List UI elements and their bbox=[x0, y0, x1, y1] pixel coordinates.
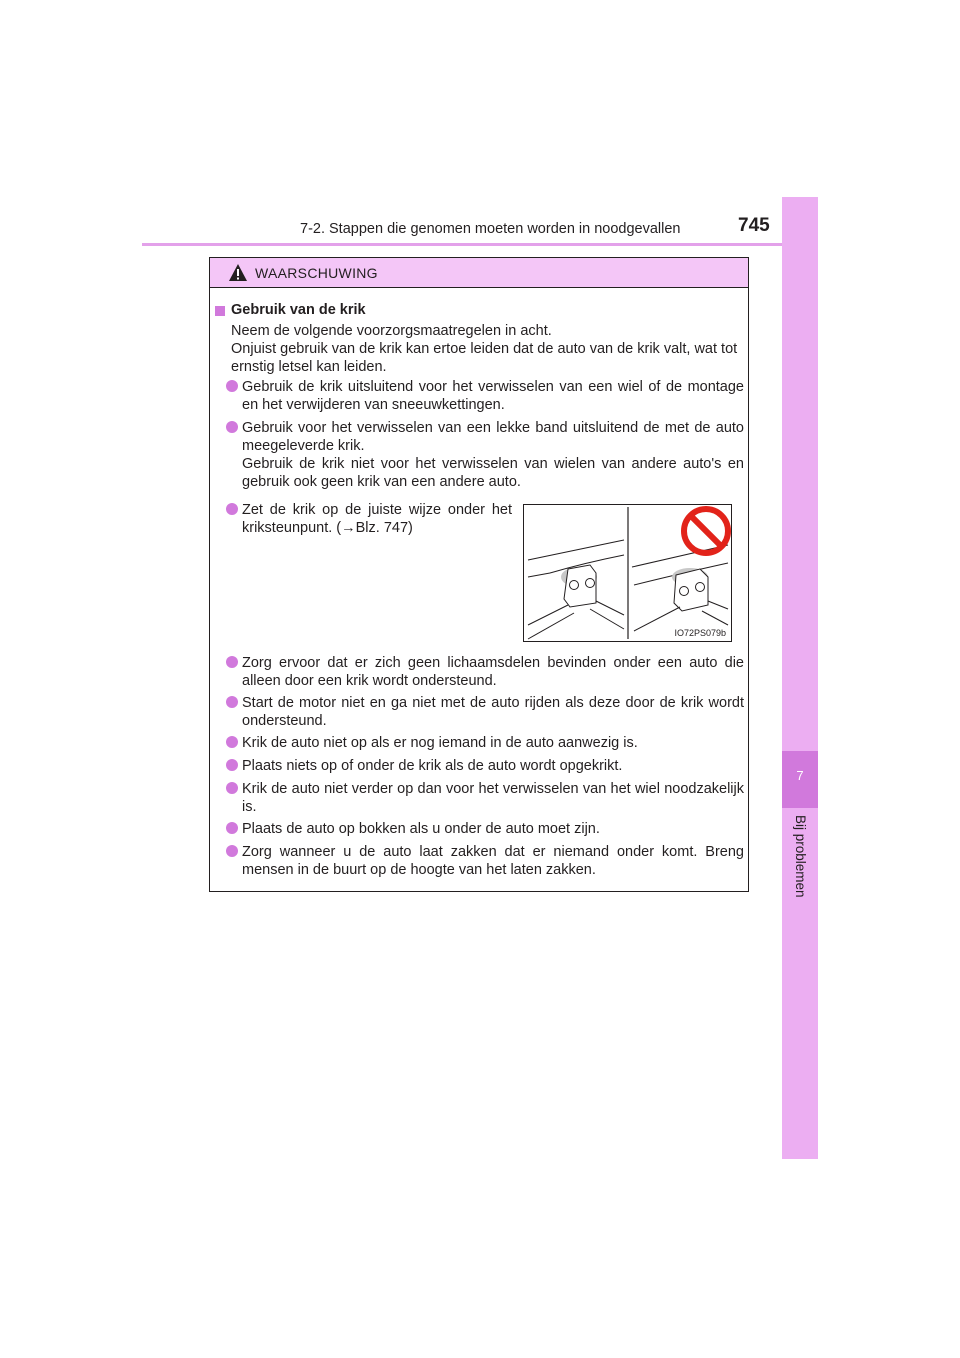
list-item-text: Zorg ervoor dat er zich geen lichaamsdelen bevinden onder een auto die alleen door een krik wordt ondersteund. bbox=[242, 655, 744, 689]
list-item bbox=[226, 757, 744, 775]
page-number: 745 bbox=[738, 215, 770, 236]
list-item-text: Zorg wanneer u de auto laat zakken dat er niemand onder komt. Breng mensen in de buurt op de hoogte van het laten zakken. bbox=[242, 844, 744, 878]
section-marker-icon bbox=[215, 306, 225, 316]
jack-placement-illustration bbox=[523, 504, 732, 642]
list-item-text: Plaats de auto op bokken als u onder de auto moet zijn. bbox=[242, 821, 600, 837]
warning-triangle-icon bbox=[228, 263, 248, 282]
chapter-number: 7 bbox=[796, 768, 804, 783]
section-heading: 7-2. Stappen die genomen moeten worden in noodgevallen bbox=[300, 221, 681, 237]
list-item bbox=[226, 780, 744, 816]
figure-code: IO72PS079b bbox=[674, 628, 726, 638]
list-item bbox=[226, 378, 744, 414]
bullet-icon bbox=[226, 380, 238, 392]
list-item-text: Zet de krik op de juiste wijze onder het kriksteunpunt. (→Blz. 747) bbox=[242, 502, 512, 536]
bullet-icon bbox=[226, 421, 238, 433]
bullet-icon bbox=[226, 759, 238, 771]
list-item-text: Plaats niets op of onder de krik als de auto wordt opgekrikt. bbox=[242, 758, 623, 774]
bullet-icon bbox=[226, 822, 238, 834]
warning-header bbox=[210, 258, 748, 288]
bullet-icon bbox=[226, 696, 238, 708]
bullet-icon bbox=[226, 656, 238, 668]
list-item bbox=[226, 419, 744, 491]
list-item-text: Gebruik voor het verwisselen van een lekke band uitsluitend de met de auto meegeleverde krik. Gebruik de krik niet voor het verwisselen van wielen van andere auto's en gebruik ook geen krik van een andere auto. bbox=[242, 420, 744, 490]
list-item bbox=[226, 820, 744, 838]
list-item-text: Start de motor niet en ga niet met de auto rijden als deze door de krik wordt ondersteund. bbox=[242, 695, 744, 729]
list-item-text: Krik de auto niet op als er nog iemand in de auto aanwezig is. bbox=[242, 735, 638, 751]
section-title: Gebruik van de krik bbox=[231, 302, 366, 318]
bullet-icon bbox=[226, 736, 238, 748]
bullet-icon bbox=[226, 782, 238, 794]
list-item bbox=[226, 501, 512, 537]
header-rule bbox=[142, 243, 818, 246]
list-item-text: Krik de auto niet verder op dan voor het verwisselen van het wiel noodzakelijk is. bbox=[242, 781, 744, 815]
prohibition-icon bbox=[684, 509, 728, 553]
list-item-text: Gebruik de krik uitsluitend voor het verwisselen van een wiel of de montage en het verwijderen van sneeuwkettingen. bbox=[242, 379, 744, 413]
intro-text: Neem de volgende voorzorgsmaatregelen in acht. Onjuist gebruik van de krik kan ertoe leiden dat de auto van de krik valt, wat tot ernstig letsel kan leiden. bbox=[231, 323, 738, 375]
list-item bbox=[226, 734, 744, 752]
warning-box bbox=[209, 257, 749, 892]
chapter-title: Bij problemen bbox=[793, 815, 808, 898]
warning-label: WAARSCHUWING bbox=[255, 265, 378, 281]
chapter-side-tab bbox=[782, 197, 818, 1159]
list-item bbox=[226, 843, 744, 879]
bullet-icon bbox=[226, 503, 238, 515]
list-item bbox=[226, 694, 744, 730]
bullet-icon bbox=[226, 845, 238, 857]
list-item bbox=[226, 654, 744, 690]
jack-illustration-drawing bbox=[524, 505, 731, 641]
